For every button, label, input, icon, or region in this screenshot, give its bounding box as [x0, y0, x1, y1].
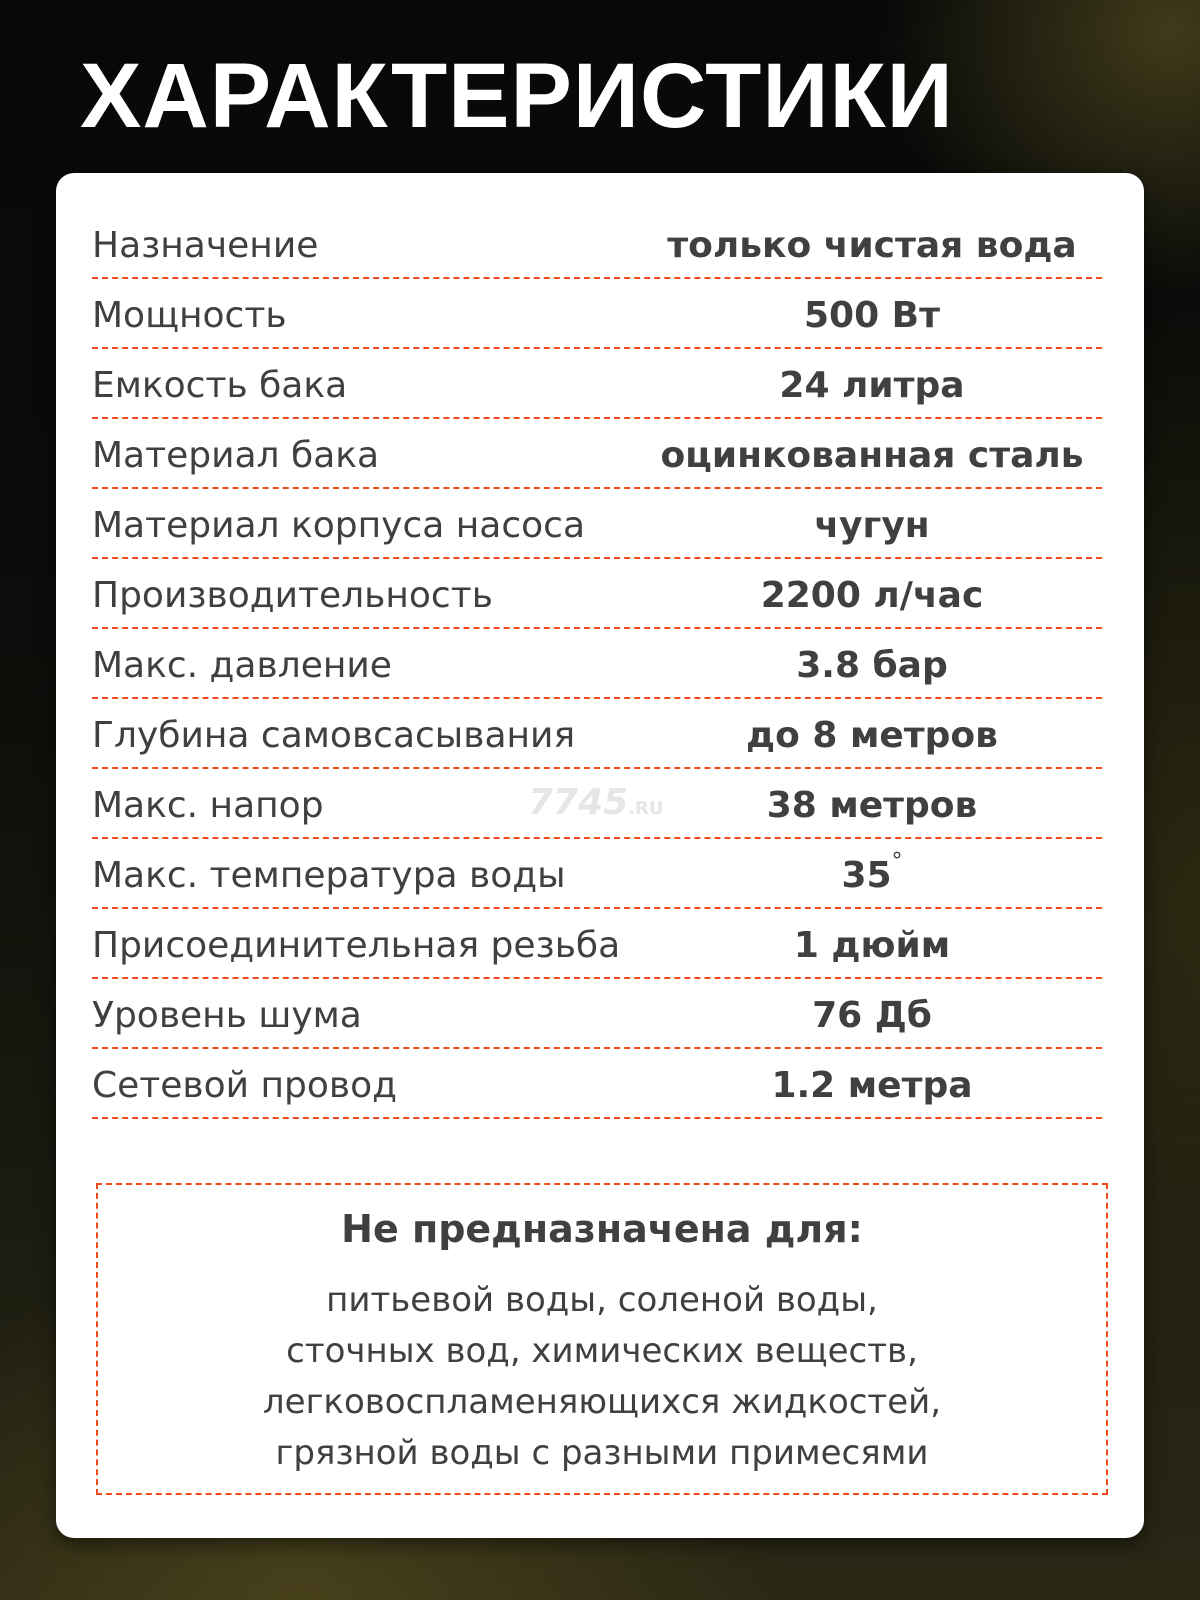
spec-label: Глубина самовсасывания [92, 715, 576, 756]
spec-row [92, 489, 1102, 559]
temperature-value: 35 [841, 855, 892, 896]
watermark-logo [528, 782, 664, 823]
specs-card [56, 173, 1144, 1538]
spec-row [92, 699, 1102, 769]
spec-value: оцинкованная сталь [660, 435, 1084, 476]
watermark-main: 7745 [528, 782, 629, 823]
spec-label: Мощность [92, 295, 287, 336]
spec-row [92, 559, 1102, 629]
spec-label: Макс. давление [92, 645, 392, 686]
warning-body [98, 1275, 1106, 1479]
spec-label: Уровень шума [92, 995, 362, 1036]
warning-line: грязной воды с разными примесями [275, 1433, 929, 1473]
spec-value: 24 литра [779, 365, 965, 406]
spec-row [92, 349, 1102, 419]
spec-row [92, 1049, 1102, 1119]
spec-value: 500 Вт [804, 295, 940, 336]
spec-label: Материал бака [92, 435, 380, 476]
spec-label: Материал корпуса насоса [92, 505, 586, 546]
spec-label: Сетевой провод [92, 1065, 398, 1106]
spec-row [92, 839, 1102, 909]
spec-value: чугун [814, 505, 930, 546]
spec-row [92, 629, 1102, 699]
degree-symbol: ° [891, 849, 903, 874]
spec-row [92, 979, 1102, 1049]
warning-line: сточных вод, химических веществ, [286, 1331, 918, 1371]
specs-table [92, 209, 1102, 1119]
warning-line: легковоспламеняющихся жидкостей, [262, 1382, 942, 1422]
spec-value: до 8 метров [746, 715, 998, 756]
spec-label: Присоединительная резьба [92, 925, 621, 966]
spec-value: 3.8 бар [796, 645, 948, 686]
spec-row [92, 209, 1102, 279]
spec-value: 1 дюйм [793, 925, 951, 966]
spec-value: 38 метров [766, 785, 978, 826]
page-title: ХАРАКТЕРИСТИКИ [80, 45, 954, 147]
spec-row [92, 419, 1102, 489]
spec-value: 1.2 метра [771, 1065, 973, 1106]
spec-row [92, 909, 1102, 979]
spec-label: Макс. температура воды [92, 855, 566, 896]
spec-value: 2200 л/час [760, 575, 984, 616]
spec-label: Назначение [92, 225, 319, 266]
spec-label: Макс. напор [92, 785, 324, 826]
spec-label: Производительность [92, 575, 493, 616]
not-intended-for-box [96, 1183, 1108, 1495]
warning-line: питьевой воды, соленой воды, [326, 1280, 878, 1320]
watermark-suffix: .RU [628, 798, 664, 819]
spec-label: Емкость бака [92, 365, 348, 406]
spec-value: 76 Дб [812, 995, 932, 1036]
spec-value [652, 849, 1092, 896]
warning-heading: Не предназначена для: [341, 1207, 863, 1251]
spec-row [92, 279, 1102, 349]
spec-value: только чистая вода [667, 225, 1077, 266]
